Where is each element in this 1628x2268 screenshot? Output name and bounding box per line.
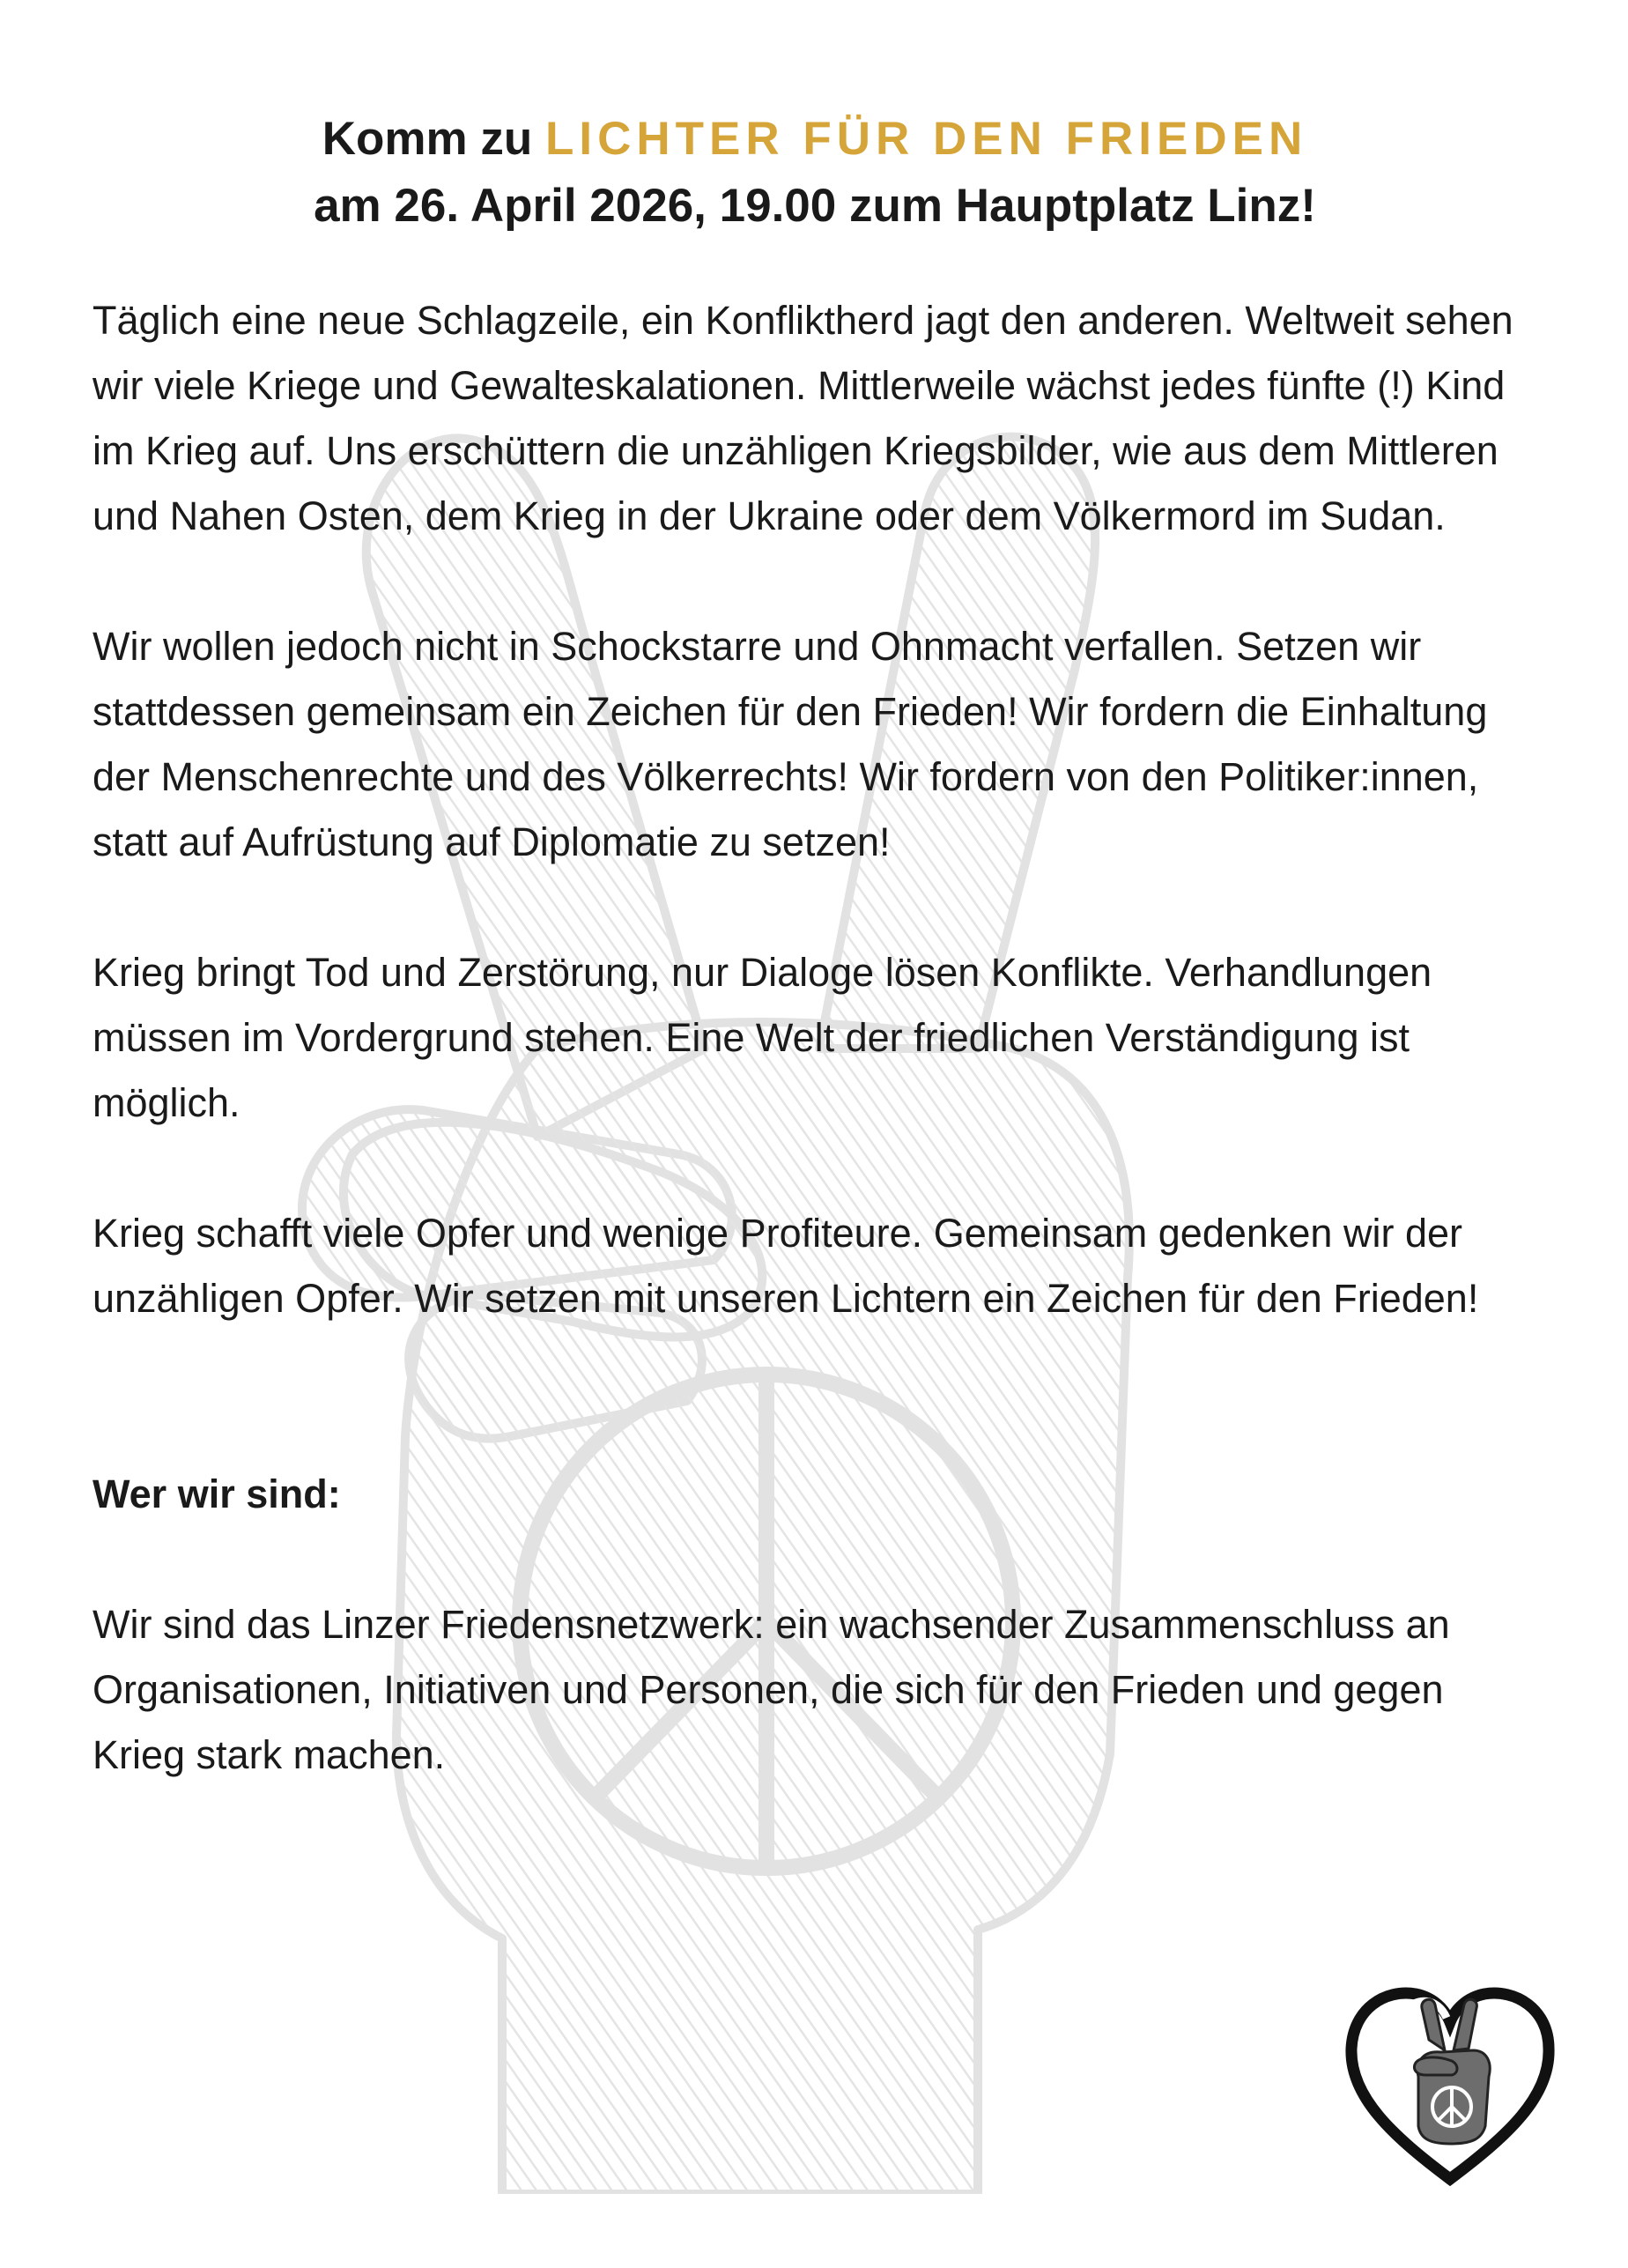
flyer-content bbox=[92, 106, 1537, 1788]
heart-peace-hand-logo-icon bbox=[1341, 1978, 1559, 2190]
event-name: LICHTER FÜR DEN FRIEDEN bbox=[544, 113, 1308, 165]
event-date-location: am 26. April 2026, 19.00 zum Hauptplatz Linz! bbox=[314, 180, 1316, 232]
headline-prefix: Komm zu bbox=[322, 113, 545, 165]
headline bbox=[92, 106, 1537, 240]
call-to-action-paragraph: Wir wollen jedoch nicht in Schockstarre und Ohnmacht verfallen. Setzen wir stattdessen gemeinsam ein Zeichen für den Frieden! Wir fordern die Einhaltung der Menschenrechte und des Völkerrechts! Wir fordern von den Politiker:innen, statt auf Aufrüstung auf Diplomatie zu setzen! bbox=[92, 624, 1488, 864]
about-paragraph: Wir sind das Linzer Friedensnetzwerk: ein wachsender Zusammenschluss an Organisationen, Initiativen und Personen, die sich für den Frieden und gegen Krieg stark machen. bbox=[92, 1602, 1450, 1777]
about-heading: Wer wir sind: bbox=[92, 1471, 341, 1516]
dialogue-paragraph: Krieg bringt Tod und Zerstörung, nur Dialoge lösen Konflikte. Verhandlungen müssen im Vordergrund stehen. Eine Welt der friedlichen Verständigung ist möglich. bbox=[92, 950, 1432, 1125]
intro-paragraph: Täglich eine neue Schlagzeile, ein Konfliktherd jagt den anderen. Weltweit sehen wir viele Kriege und Gewalteskalationen. Mittlerweile wächst jedes fünfte (!) Kind im Krieg auf. Uns erschüttern die unzähligen Kriegsbilder, wie aus dem Mittleren und Nahen Osten, dem Krieg in der Ukraine oder dem Völkermord im Sudan. bbox=[92, 298, 1513, 538]
victims-paragraph: Krieg schafft viele Opfer und wenige Profiteure. Gemeinsam gedenken wir der unzähligen Opfer. Wir setzen mit unseren Lichtern ein Zeichen für den Frieden! bbox=[92, 1211, 1479, 1321]
